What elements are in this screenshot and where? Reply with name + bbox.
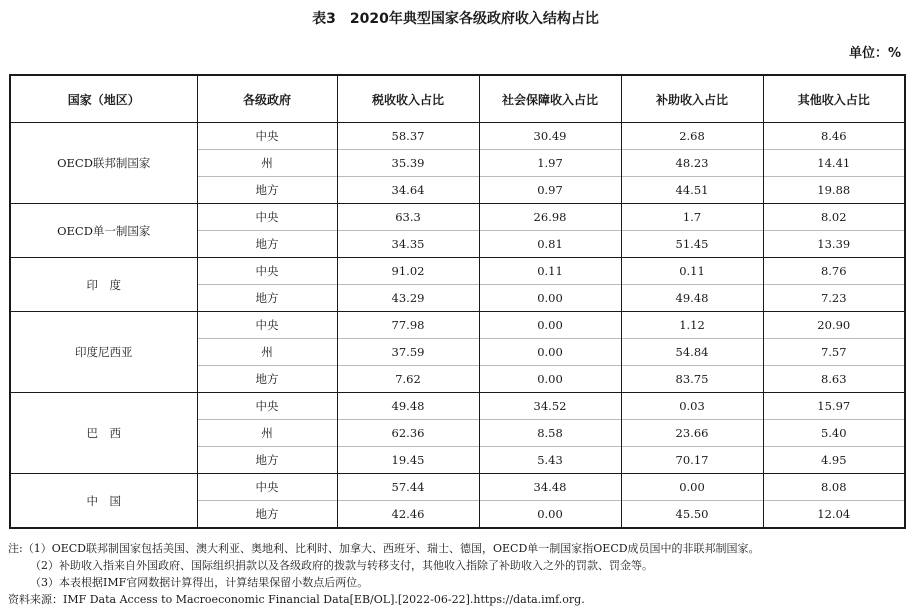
tax-share-cell: 91.02 (337, 258, 479, 285)
header-row (10, 75, 905, 123)
table-row (10, 204, 905, 231)
government-level-cell: 地方 (197, 285, 337, 312)
other-share-cell: 7.23 (763, 285, 905, 312)
grant-share-cell: 1.12 (621, 312, 763, 339)
header-social-security-share: 社会保障收入占比 (479, 75, 621, 123)
government-level-cell: 地方 (197, 447, 337, 474)
grant-share-cell: 54.84 (621, 339, 763, 366)
grant-share-cell: 51.45 (621, 231, 763, 258)
tax-share-cell: 7.62 (337, 366, 479, 393)
social-security-share-cell: 0.00 (479, 366, 621, 393)
government-level-cell: 中央 (197, 393, 337, 420)
other-share-cell: 8.76 (763, 258, 905, 285)
tax-share-cell: 62.36 (337, 420, 479, 447)
note-3: （3）本表根据IMF官网数据计算得出，计算结果保留小数点后两位。 (30, 576, 369, 589)
tax-share-cell: 35.39 (337, 150, 479, 177)
other-share-cell: 20.90 (763, 312, 905, 339)
social-security-share-cell: 8.58 (479, 420, 621, 447)
social-security-share-cell: 34.48 (479, 474, 621, 501)
grant-share-cell: 45.50 (621, 501, 763, 529)
tax-share-cell: 49.48 (337, 393, 479, 420)
country-cell: 印度尼西亚 (10, 312, 197, 393)
other-share-cell: 8.02 (763, 204, 905, 231)
tax-share-cell: 77.98 (337, 312, 479, 339)
header-government-level: 各级政府 (197, 75, 337, 123)
grant-share-cell: 0.11 (621, 258, 763, 285)
grant-share-cell: 23.66 (621, 420, 763, 447)
social-security-share-cell: 0.00 (479, 339, 621, 366)
other-share-cell: 5.40 (763, 420, 905, 447)
tax-share-cell: 63.3 (337, 204, 479, 231)
social-security-share-cell: 0.81 (479, 231, 621, 258)
table-body (10, 123, 905, 529)
tax-share-cell: 58.37 (337, 123, 479, 150)
social-security-share-cell: 0.00 (479, 501, 621, 529)
tax-share-cell: 43.29 (337, 285, 479, 312)
social-security-share-cell: 0.97 (479, 177, 621, 204)
social-security-share-cell: 1.97 (479, 150, 621, 177)
other-share-cell: 4.95 (763, 447, 905, 474)
revenue-structure-table (9, 74, 906, 529)
source-note: 资料来源：IMF Data Access to Macroeconomic Financial Data[EB/OL].[2022-06-22].https://data.imf.org. (8, 593, 585, 606)
government-level-cell: 中央 (197, 312, 337, 339)
footnotes (8, 540, 760, 608)
other-share-cell: 8.63 (763, 366, 905, 393)
government-level-cell: 地方 (197, 177, 337, 204)
social-security-share-cell: 34.52 (479, 393, 621, 420)
grant-share-cell: 83.75 (621, 366, 763, 393)
government-level-cell: 地方 (197, 366, 337, 393)
grant-share-cell: 48.23 (621, 150, 763, 177)
social-security-share-cell: 5.43 (479, 447, 621, 474)
grant-share-cell: 0.00 (621, 474, 763, 501)
country-cell: 中 国 (10, 474, 197, 529)
government-level-cell: 州 (197, 339, 337, 366)
other-share-cell: 19.88 (763, 177, 905, 204)
header-tax-share: 税收收入占比 (337, 75, 479, 123)
social-security-share-cell: 0.11 (479, 258, 621, 285)
grant-share-cell: 0.03 (621, 393, 763, 420)
government-level-cell: 中央 (197, 474, 337, 501)
tax-share-cell: 34.35 (337, 231, 479, 258)
country-cell: 印 度 (10, 258, 197, 312)
other-share-cell: 8.08 (763, 474, 905, 501)
unit-label: 单位：% (848, 46, 901, 61)
other-share-cell: 13.39 (763, 231, 905, 258)
header-country: 国家（地区） (10, 75, 197, 123)
grant-share-cell: 44.51 (621, 177, 763, 204)
country-cell: OECD联邦制国家 (10, 123, 197, 204)
other-share-cell: 15.97 (763, 393, 905, 420)
grant-share-cell: 49.48 (621, 285, 763, 312)
table-row (10, 258, 905, 285)
tax-share-cell: 57.44 (337, 474, 479, 501)
note-2: （2）补助收入指来自外国政府、国际组织捐款以及各级政府的拨款与转移支付，其他收入指除了补助收入之外的罚款、罚金等。 (30, 559, 653, 572)
tax-share-cell: 34.64 (337, 177, 479, 204)
tax-share-cell: 19.45 (337, 447, 479, 474)
grant-share-cell: 70.17 (621, 447, 763, 474)
table-row (10, 123, 905, 150)
social-security-share-cell: 30.49 (479, 123, 621, 150)
other-share-cell: 14.41 (763, 150, 905, 177)
grant-share-cell: 2.68 (621, 123, 763, 150)
government-level-cell: 州 (197, 420, 337, 447)
table-row (10, 393, 905, 420)
grant-share-cell: 1.7 (621, 204, 763, 231)
note-1: 注:（1）OECD联邦制国家包括美国、澳大利亚、奥地利、比利时、加拿大、西班牙、瑞士、德国，OECD单一制国家指OECD成员国中的非联邦制国家。 (8, 542, 760, 555)
country-cell: 巴 西 (10, 393, 197, 474)
government-level-cell: 中央 (197, 258, 337, 285)
country-cell: OECD单一制国家 (10, 204, 197, 258)
other-share-cell: 8.46 (763, 123, 905, 150)
government-level-cell: 地方 (197, 501, 337, 529)
table-row (10, 474, 905, 501)
government-level-cell: 中央 (197, 204, 337, 231)
other-share-cell: 12.04 (763, 501, 905, 529)
social-security-share-cell: 0.00 (479, 312, 621, 339)
social-security-share-cell: 26.98 (479, 204, 621, 231)
tax-share-cell: 42.46 (337, 501, 479, 529)
other-share-cell: 7.57 (763, 339, 905, 366)
table-title: 表3 2020年典型国家各级政府收入结构占比 (312, 11, 599, 27)
header-grant-share: 补助收入占比 (621, 75, 763, 123)
table-row (10, 312, 905, 339)
government-level-cell: 州 (197, 150, 337, 177)
tax-share-cell: 37.59 (337, 339, 479, 366)
government-level-cell: 地方 (197, 231, 337, 258)
header-other-share: 其他收入占比 (763, 75, 905, 123)
social-security-share-cell: 0.00 (479, 285, 621, 312)
government-level-cell: 中央 (197, 123, 337, 150)
